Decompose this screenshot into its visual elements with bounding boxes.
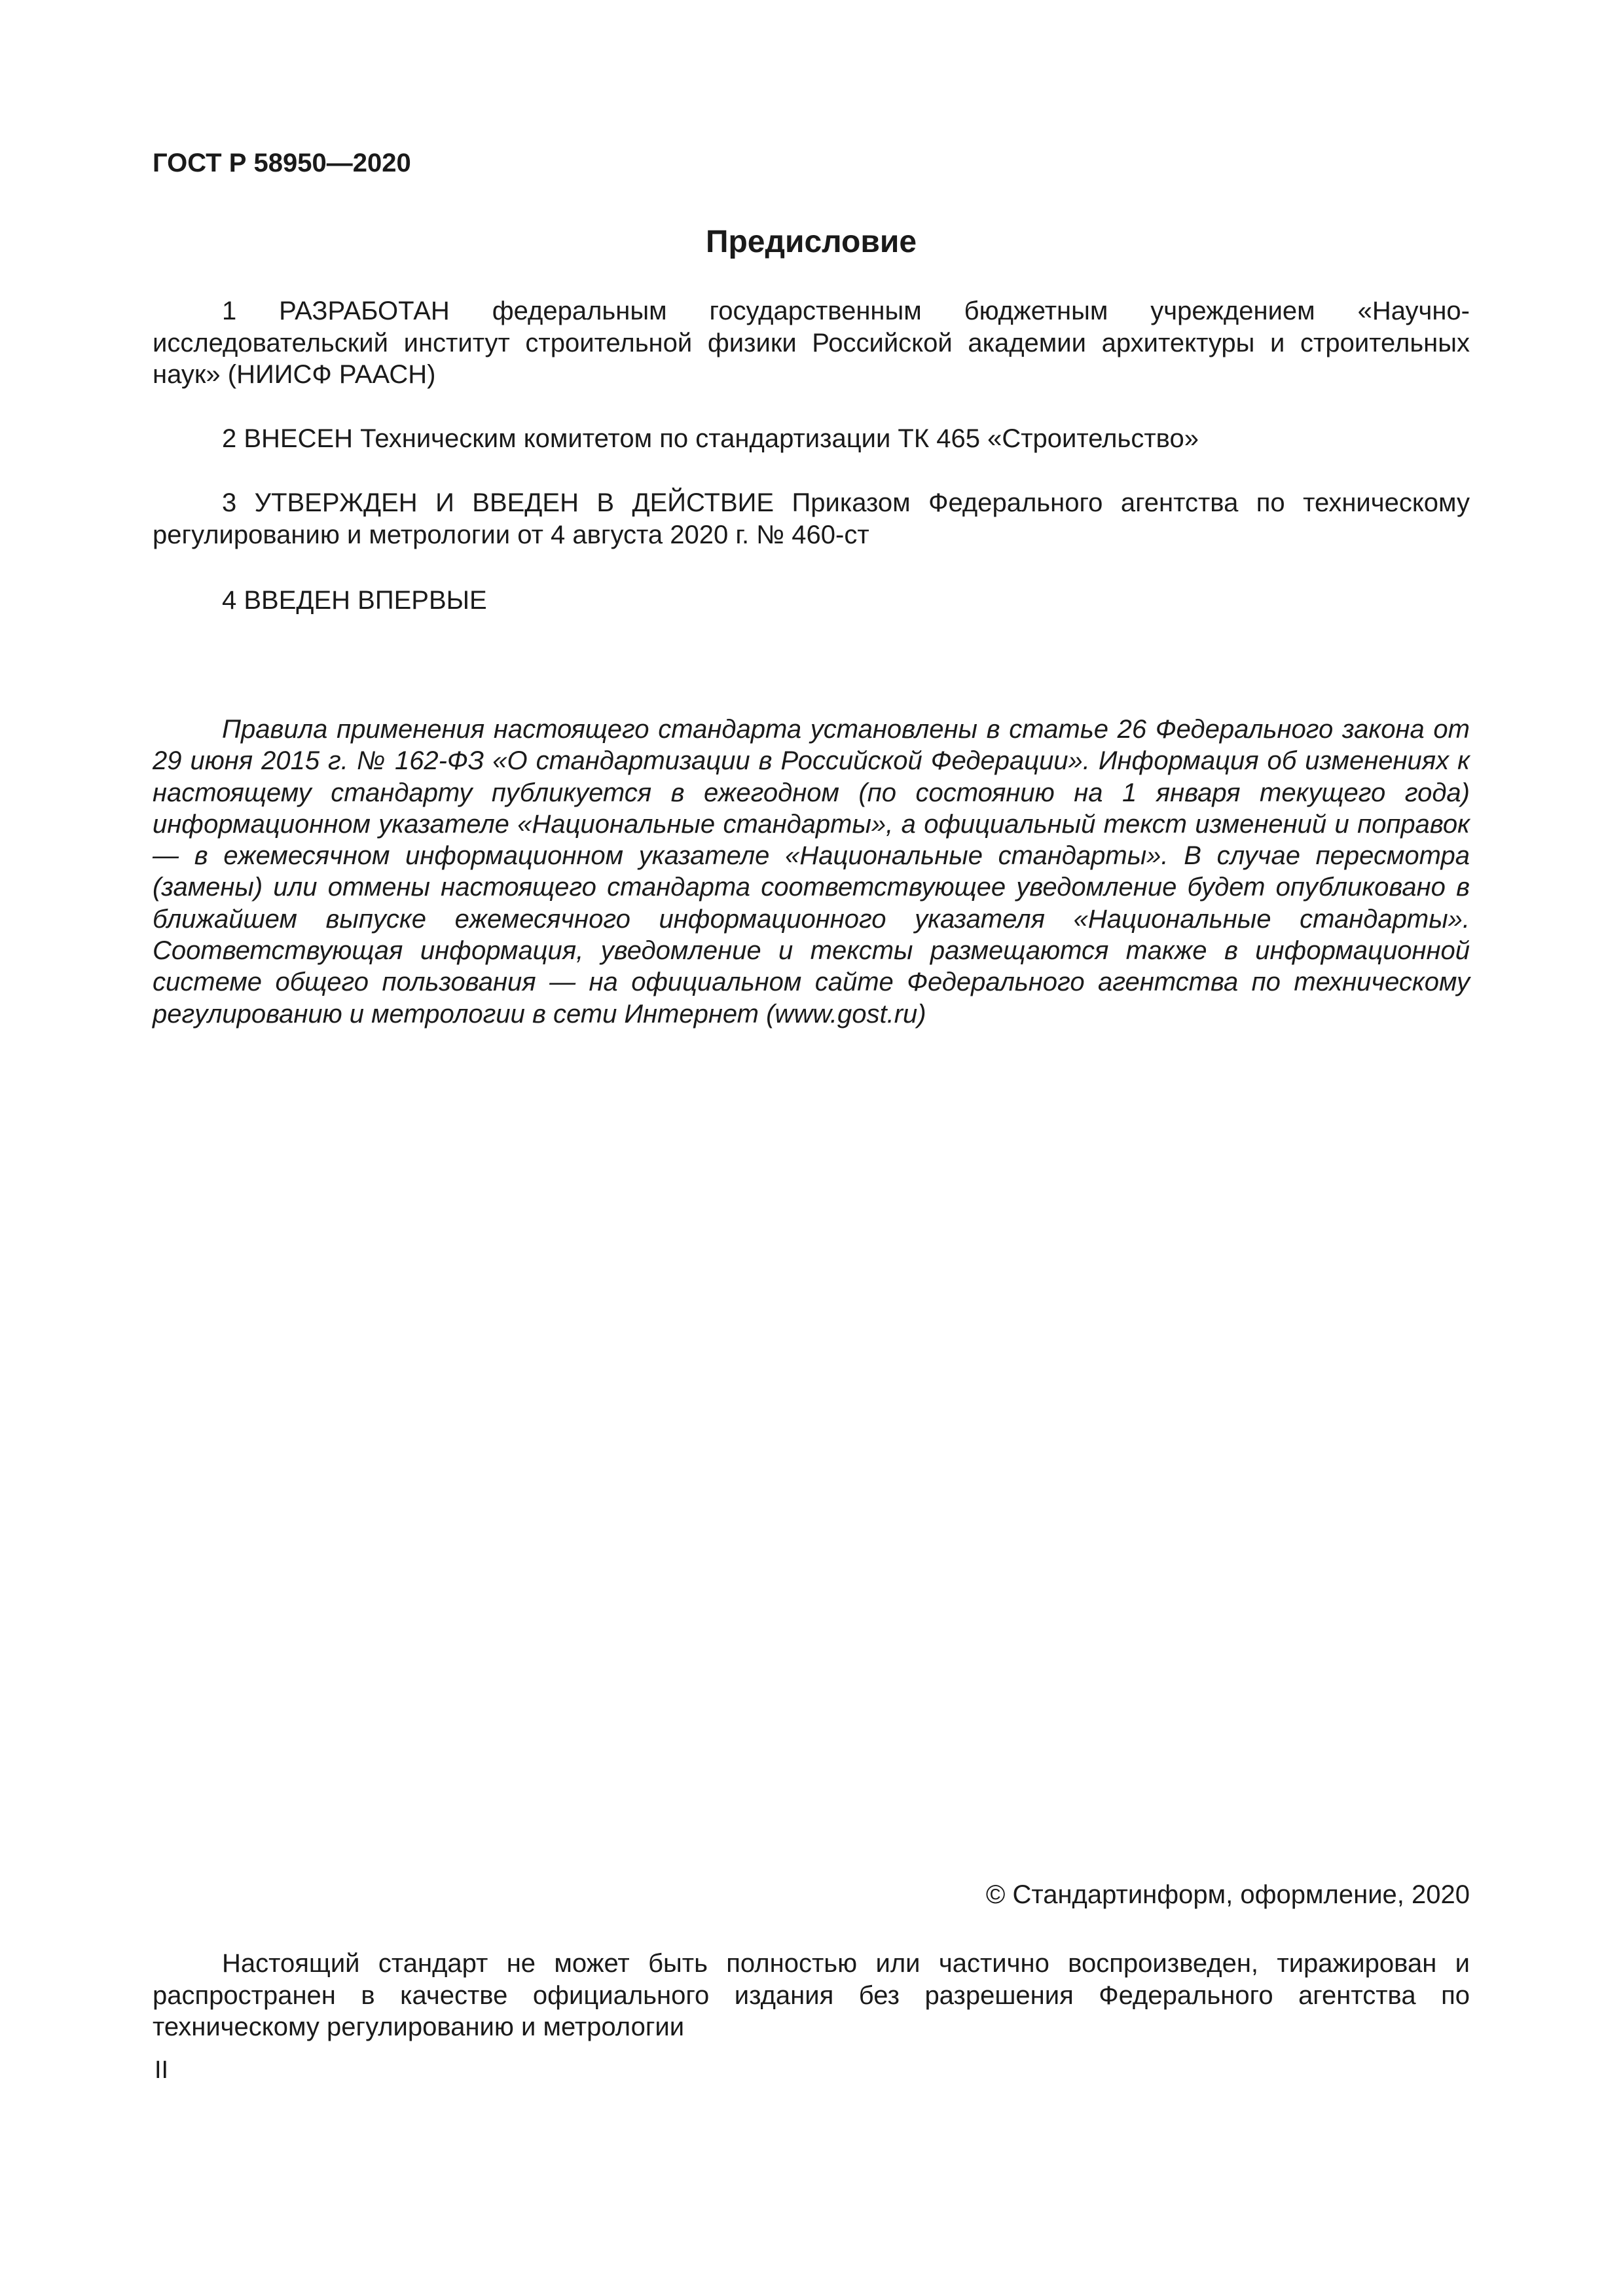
- reproduction-notice: Настоящий стандарт не может быть полностью или частично воспроизведен, тиражирован и распространен в качестве официального издания без разрешения Федерального агентства по техническому регулированию и метрологии: [153, 1949, 1470, 2041]
- foreword-item-developed: 1 РАЗРАБОТАН федеральным государственным бюджетным учреждением «Научно-исследовательский институт строительной физики Российской академии архитектуры и строительных наук» (НИИСФ РААСН): [153, 297, 1470, 389]
- foreword-item-introduced: 2 ВНЕСЕН Техническим комитетом по стандартизации ТК 465 «Строительство»: [222, 424, 1199, 453]
- foreword-item-first-introduced: 4 ВВЕДЕН ВПЕРВЫЕ: [222, 586, 487, 615]
- copyright-line: © Стандартинформ, оформление, 2020: [985, 1880, 1470, 1909]
- foreword-item-approved: 3 УТВЕРЖДЕН И ВВЕДЕН В ДЕЙСТВИЕ Приказом Федерального агентства по техническому регулированию и метрологии от 4 августа 2020 г. № 460-ст: [153, 488, 1470, 549]
- page-number: II: [155, 2056, 169, 2084]
- section-title: Предисловие: [705, 225, 917, 259]
- document-code: ГОСТ Р 58950—2020: [153, 149, 411, 177]
- application-rules-notice: Правила применения настоящего стандарта установлены в статье 26 Федерального закона от 29 июня 2015 г. № 162-ФЗ «О стандартизации в Российской Федерации». Информация об изменениях к настоящему стандарту публикуется в ежегодном (по состоянию на 1 января текущего года) информационном указателе «Национальные стандарты», а официальный текст изменений и поправок — в ежемесячном информационном указателе «Национальные стандарты». В случае пересмотра (замены) или отмены настоящего стандарта соответствующее уведомление будет опубликовано в ближайшем выпуске ежемесячного информационного указателя «Национальные стандарты». Соответствующая информация, уведомление и тексты размещаются также в информационной системе общего пользования — на официальном сайте Федерального агентства по техническому регулированию и метрологии в сети Интернет (www.gost.ru): [153, 715, 1470, 1029]
